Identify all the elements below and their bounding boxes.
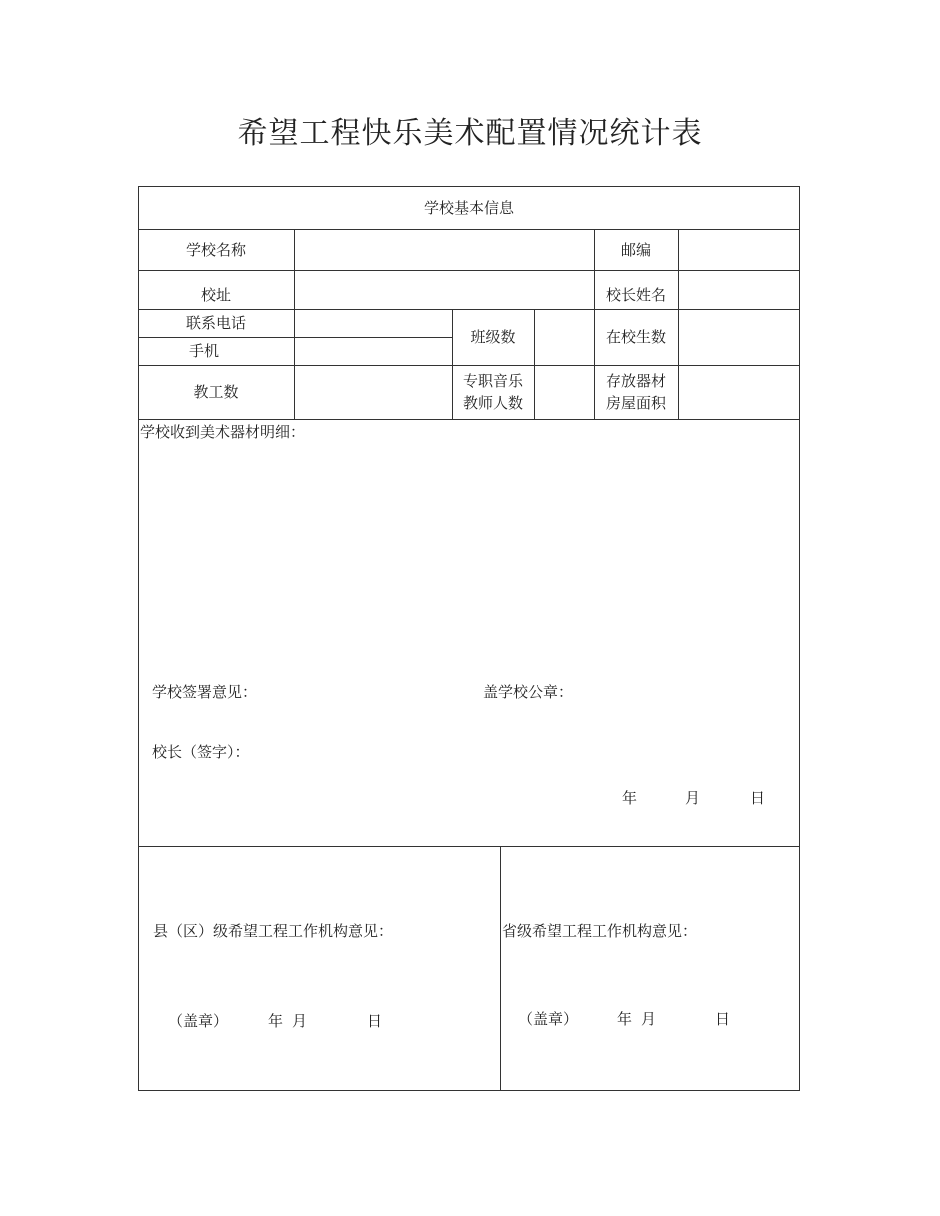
- province-opinion-label: 省级希望工程工作机构意见：: [502, 922, 698, 940]
- county-date-day: 日: [367, 1012, 383, 1030]
- staff-label: 教工数: [193, 383, 239, 401]
- school-name-label: 学校名称: [185, 240, 246, 259]
- province-date-month: 月: [641, 1010, 657, 1028]
- students-label: 在校生数: [605, 328, 666, 346]
- equipment-details-label: 学校收到美术器材明细：: [140, 423, 306, 441]
- province-date-year: 年: [617, 1010, 633, 1028]
- school-date-day: 日: [750, 789, 766, 807]
- students-field[interactable]: [679, 310, 799, 365]
- county-date-month: 月: [292, 1012, 308, 1030]
- storage-area-label-line2: 房屋面积: [605, 394, 666, 412]
- province-stamp: （盖章）: [518, 1010, 579, 1028]
- class-count-label: 班级数: [470, 328, 516, 346]
- county-date-year: 年: [268, 1012, 284, 1030]
- county-stamp: （盖章）: [168, 1012, 229, 1030]
- school-stamp-label: 盖学校公章：: [483, 683, 574, 701]
- storage-area-field[interactable]: [679, 366, 799, 419]
- principal-name-label: 校长姓名: [605, 285, 666, 304]
- phone-label: 联系电话: [185, 314, 246, 332]
- address-label: 校址: [200, 285, 231, 304]
- music-teachers-field[interactable]: [535, 366, 594, 419]
- postcode-label: 邮编: [620, 240, 651, 259]
- mobile-field[interactable]: [295, 338, 452, 365]
- equipment-details-field[interactable]: [140, 444, 798, 664]
- mobile-label: 手机: [188, 342, 219, 360]
- school-opinion-label: 学校签署意见：: [152, 683, 258, 701]
- table-rule: [500, 846, 501, 1091]
- storage-area-label: [594, 365, 678, 419]
- music-teachers-label-line2: 教师人数: [462, 394, 523, 412]
- phone-field[interactable]: [295, 310, 452, 337]
- province-date-day: 日: [715, 1010, 731, 1028]
- table-rule: [138, 846, 800, 847]
- class-count-field[interactable]: [535, 310, 594, 365]
- principal-name-field[interactable]: [679, 271, 799, 309]
- music-teachers-label-line1: 专职音乐: [462, 372, 523, 390]
- storage-area-label-line1: 存放器材: [605, 372, 666, 390]
- table-rule: [138, 419, 800, 420]
- address-field[interactable]: [295, 271, 594, 309]
- school-name-field[interactable]: [295, 230, 594, 270]
- music-teachers-label: [452, 365, 534, 419]
- document-title: 希望工程快乐美术配置情况统计表: [237, 116, 703, 151]
- staff-field[interactable]: [295, 366, 452, 419]
- county-opinion-label: 县（区）级希望工程工作机构意见：: [153, 922, 394, 940]
- school-date-month: 月: [685, 789, 701, 807]
- basic-info-heading: 学校基本信息: [423, 198, 514, 217]
- postcode-field[interactable]: [679, 230, 799, 270]
- school-date-year: 年: [622, 789, 638, 807]
- principal-signature-label: 校长（签字）：: [152, 743, 250, 761]
